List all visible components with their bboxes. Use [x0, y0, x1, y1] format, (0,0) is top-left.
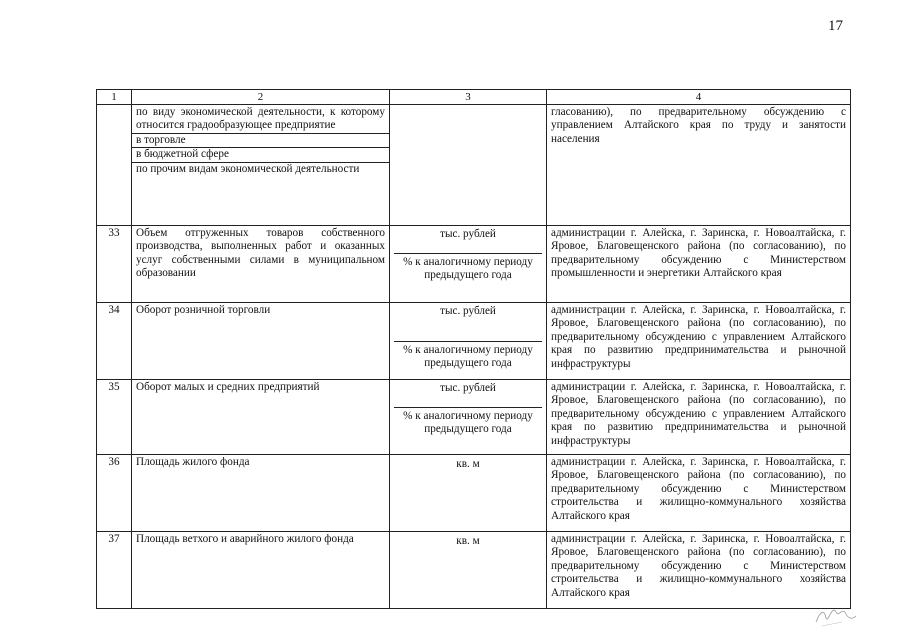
agency-text: администрации г. Алейска, г. Заринска, г. Новоалтайска, г. Яровое, Благовещенского района (по согласованию), по предварительному обсуждению с Министерством промышленности и энергетики Алтайского края	[547, 226, 851, 303]
row-number: 37	[97, 532, 132, 609]
header-col-3: 3	[390, 90, 547, 105]
unit-cell	[390, 303, 547, 380]
agency-cell: гласованию), по предварительному обсуждению с управлением Алтайского края по труду и занятости населения	[547, 105, 851, 226]
indicators-table	[96, 89, 851, 609]
unit-top: тыс. рублей	[394, 304, 542, 342]
signature-mark	[812, 598, 858, 628]
table-header-row	[97, 90, 851, 105]
unit-bottom: % к аналогичному периоду предыдущего года	[403, 410, 533, 436]
header-col-4: 4	[547, 90, 851, 105]
indicator-name: Оборот малых и средних предприятий	[132, 380, 390, 455]
row-number: 34	[97, 303, 132, 380]
row-number-cell	[97, 105, 132, 226]
unit-cell	[390, 105, 547, 226]
agency-text: администрации г. Алейска, г. Заринска, г. Новоалтайска, г. Яровое, Благовещенского района (по согласованию), по предварительному обсуждению с управлением Алтайского края по развитию предпринимательства и рыночной инфраструктуры	[547, 303, 851, 380]
agency-text: администрации г. Алейска, г. Заринска, г. Новоалтайска, г. Яровое, Благовещенского района (по согласованию), по предварительному обсуждению с Министерством строительства и жилищно-коммунального хозяйства Алтайского края	[547, 455, 851, 532]
unit-cell	[390, 455, 547, 532]
unit-single: кв. м	[456, 535, 480, 547]
unit-cell	[390, 532, 547, 609]
table-row	[97, 303, 851, 380]
table-row	[97, 532, 851, 609]
unit-bottom: % к аналогичному периоду предыдущего года	[403, 344, 533, 370]
sub-item-other: по прочим видам экономической деятельности	[132, 162, 389, 176]
unit-single: кв. м	[456, 458, 480, 470]
row-number: 33	[97, 226, 132, 303]
unit-top: тыс. рублей	[394, 227, 542, 254]
unit-bottom: % к аналогичному периоду предыдущего года	[403, 256, 533, 282]
table-row	[97, 455, 851, 532]
sub-item-trade: в торговле	[132, 133, 389, 147]
unit-cell	[390, 380, 547, 455]
sub-item-budget: в бюджетной сфере	[132, 147, 389, 161]
page-number: 17	[828, 18, 843, 34]
unit-cell	[390, 226, 547, 303]
agency-text: администрации г. Алейска, г. Заринска, г. Новоалтайска, г. Яровое, Благовещенского района (по согласованию), по предварительному обсуждению с Министерством строительства и жилищно-коммунального хозяйства Алтайского края	[547, 532, 851, 609]
row-number: 36	[97, 455, 132, 532]
header-col-1: 1	[97, 90, 132, 105]
table-row-continuation	[97, 105, 851, 226]
header-col-2: 2	[132, 90, 390, 105]
agency-text: администрации г. Алейска, г. Заринска, г. Новоалтайска, г. Яровое, Благовещенского района (по согласованию), по предварительному обсуждению с управлением Алтайского края по развитию предпринимательства и рыночной инфраструктуры	[547, 380, 851, 455]
row-number: 35	[97, 380, 132, 455]
indicator-name: Площадь жилого фонда	[132, 455, 390, 532]
table-row	[97, 380, 851, 455]
indicator-name: Площадь ветхого и аварийного жилого фонда	[132, 532, 390, 609]
table-row	[97, 226, 851, 303]
indicator-intro: по виду экономической деятельности, к которому относится градообразующее предприятие	[136, 106, 385, 132]
indicator-name: Объем отгруженных товаров собственного производства, выполненных работ и оказанных услуг собственными силами в муниципальном образовании	[132, 226, 390, 303]
indicator-cell	[132, 105, 390, 226]
unit-top: тыс. рублей	[394, 381, 542, 408]
indicator-name: Оборот розничной торговли	[132, 303, 390, 380]
